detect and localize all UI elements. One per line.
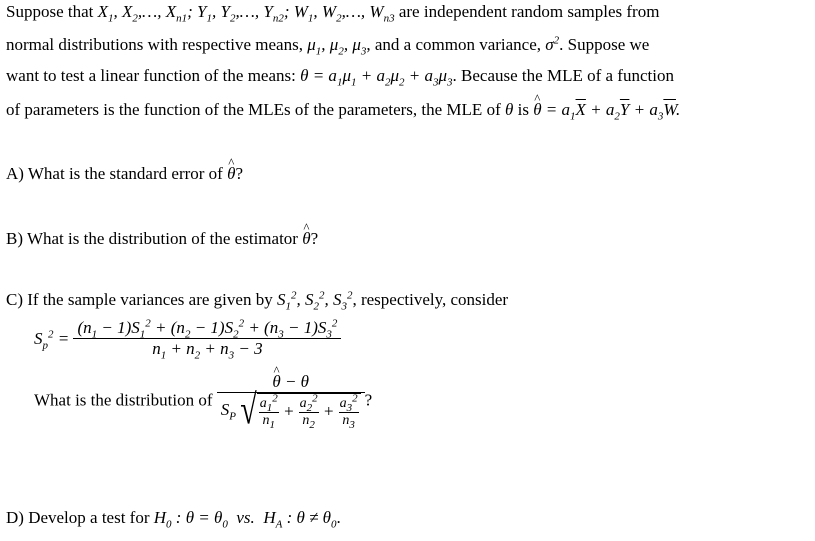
question-d: D) Develop a test for $H_0$ : $\theta = \theta_0$ vs. $H_A$ : $\theta \ne \theta_0$. <box>6 508 341 531</box>
intro-line-4 <box>6 100 681 123</box>
intro-text: is <box>513 100 534 119</box>
question-text: , respectively, consider <box>352 290 509 309</box>
pooled-fraction: $\frac{(n_1 - 1)S_1^2 + (n_2 - 1)S_2^2 + (n_3 - 1)S_3^2}{n_1 + n_2 + n_3 - 3}$ <box>73 318 341 359</box>
samples-formula: $X_1$, $X_2,\dots$, $X_{n1}$; $Y_1$, $Y_2,\dots$, $Y_{n2}$; $W_1$, $W_2,\dots$, $W_{n3}$ <box>97 2 395 25</box>
question-text: C) If the sample variances are given by <box>6 290 277 309</box>
intro-text: . Because the MLE of a function <box>452 66 674 85</box>
intro-line-1 <box>6 2 660 25</box>
null-hypothesis: $H_0$ : $\theta = \theta_0$ <box>153 508 228 531</box>
theta-definition: $\theta = a_1\mu_1 + a_2\mu_2 + a_3\mu_3$ <box>300 66 453 89</box>
variance-formula: $\sigma^2$ <box>545 34 560 54</box>
intro-text: normal distributions with respective means, <box>6 35 308 54</box>
question-a: A) What is the standard error of ^ θ? <box>6 164 243 184</box>
intro-text: are independent random samples from <box>394 2 660 21</box>
question-text: What is the distribution of <box>34 390 217 410</box>
statistic-fraction: ^ θ − θ $S_P$ √ $\frac{a_1^2}{n_1}$ + $\frac{a_2^2}{n_2}$ + $\frac{a_3^2}{n_3}$ <box>217 372 365 429</box>
question-text: D) Develop a test for <box>6 508 154 527</box>
distribution-question: What is the distribution of ^ θ − θ $S_P$ √ $\frac{a_1^2}{n_1}$ + $\frac{a_2^2}{n_2}$ + $\frac{a_3^2}{n_3}$ ? <box>34 372 372 429</box>
vs-label: vs. <box>236 508 255 527</box>
alt-hypothesis: $H_A$ : $\theta \ne \theta_0$ <box>263 508 337 531</box>
intro-text: Suppose that <box>6 2 98 21</box>
intro-line-3 <box>6 66 674 89</box>
pooled-variance-formula: $S_p^2$ = $\frac{(n_1 - 1)S_1^2 + (n_2 - 1)S_2^2 + (n_3 - 1)S_3^2}{n_1 + n_2 + n_3 - 3}$ <box>34 318 341 359</box>
question-text: A) What is the standard error of <box>6 164 228 183</box>
theta-hat: ^ θ <box>227 164 235 184</box>
theta-hat: ^ θ <box>302 229 310 249</box>
intro-line-2 <box>6 34 650 58</box>
intro-text: , and a common variance, <box>366 35 546 54</box>
mle-formula: ^ $\theta = a_1\overline{X} + a_2\overline{Y} + a_3\overline{W}$. <box>533 100 680 119</box>
theta-symbol: θ <box>504 100 514 119</box>
question-text: B) What is the distribution of the estimator <box>6 229 303 248</box>
question-c <box>6 289 509 313</box>
intro-text: . Suppose we <box>559 35 650 54</box>
means-formula: $\mu_1$, $\mu_2$, $\mu_3$ <box>307 35 367 58</box>
intro-text: want to test a linear function of the means: <box>6 66 301 85</box>
intro-text: of parameters is the function of the MLEs of the parameters, the MLE of <box>6 100 505 119</box>
question-b: B) What is the distribution of the estimator ^ θ? <box>6 229 318 249</box>
sample-variances: $S_1^2$, $S_2^2$, $S_3^2$ <box>276 289 353 313</box>
